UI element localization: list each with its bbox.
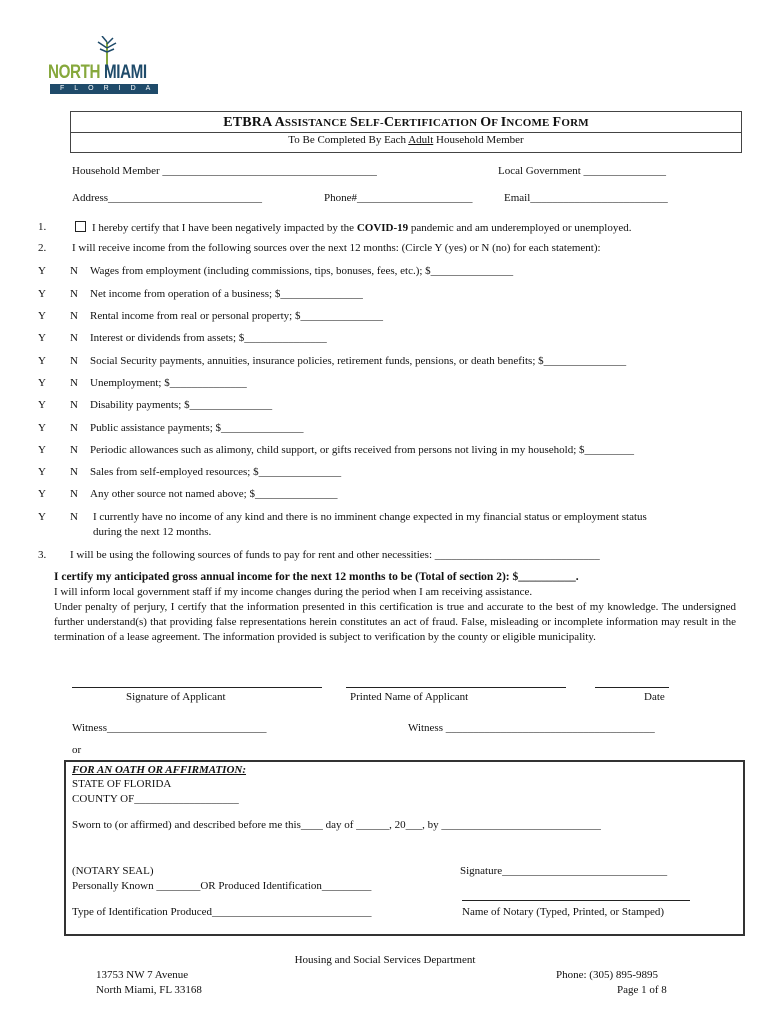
income-row-text[interactable]: Sales from self-employed resources; $_______________ (90, 466, 342, 478)
item-number-3: 3. (38, 549, 47, 561)
witness-1-field[interactable]: Witness_____________________________ (72, 722, 267, 734)
yes-option[interactable]: Y (38, 265, 46, 277)
covid-certify-checkbox[interactable] (75, 221, 86, 232)
sworn-statement-field[interactable]: Sworn to (or affirmed) and described before me this____ day of ______, 20___, by _____________________________ (72, 819, 601, 831)
printed-name-line[interactable] (346, 687, 566, 688)
date-line[interactable] (595, 687, 669, 688)
yes-option[interactable]: Y (38, 355, 46, 367)
id-type-field[interactable]: Type of Identification Produced_____________________________ (72, 906, 372, 918)
item-number-1: 1. (38, 221, 47, 233)
footer-phone: Phone: (305) 895-9895 (556, 969, 659, 981)
yes-option[interactable]: Y (38, 511, 46, 523)
rent-funds-item[interactable]: I will be using the following sources of funds to pay for rent and other necessities: ______________________________ (70, 549, 600, 561)
identification-field[interactable]: Personally Known ________OR Produced Identification_________ (72, 880, 372, 892)
yes-option[interactable]: Y (38, 377, 46, 389)
north-miami-logo (48, 36, 160, 96)
or-separator: or (72, 744, 82, 756)
notary-name-line[interactable] (462, 900, 690, 901)
email-field[interactable]: Email_________________________ (504, 192, 668, 204)
item-number-2: 2. (38, 242, 47, 254)
perjury-statement: Under penalty of perjury, I certify that the information presented in this certification is true and accurate to the best of my knowledge. The undersigned further understand(s) that providing false representations herein constitutes an act of fraud. False, misleading or incomplete information may result in the termination of a lease agreement. The information provided is subject to verification by the county or eligible municipality. (54, 601, 736, 643)
yes-option[interactable]: Y (38, 466, 46, 478)
yes-option[interactable]: Y (38, 399, 46, 411)
yes-option[interactable]: Y (38, 332, 46, 344)
income-row-text[interactable]: Social Security payments, annuities, insurance policies, retirement funds, pensions, or death benefits; $_______________ (90, 355, 627, 367)
income-row-text[interactable]: Periodic allowances such as alimony, child support, or gifts received from persons not living in my household; $_________ (90, 444, 635, 456)
notary-header: FOR AN OATH OR AFFIRMATION: (72, 764, 247, 776)
no-option[interactable]: N (70, 466, 78, 478)
no-option[interactable]: N (70, 444, 78, 456)
no-option[interactable]: N (70, 332, 78, 344)
yes-option[interactable]: Y (38, 288, 46, 300)
printed-name-label: Printed Name of Applicant (350, 691, 469, 703)
logo-word-florida: FLORIDA (50, 84, 158, 94)
notary-name-label: Name of Notary (Typed, Printed, or Stamped) (462, 906, 665, 918)
yes-option[interactable]: Y (38, 444, 46, 456)
notary-signature-field[interactable]: Signature______________________________ (460, 865, 668, 877)
yes-option[interactable]: Y (38, 310, 46, 322)
phone-field[interactable]: Phone#_____________________ (324, 192, 473, 204)
household-member-field[interactable]: Household Member _______________________________________ (72, 165, 377, 177)
address-field[interactable]: Address____________________________ (72, 192, 263, 204)
footer-street: 13753 NW 7 Avenue (96, 969, 189, 981)
applicant-signature-line[interactable] (72, 687, 322, 688)
no-option[interactable]: N (70, 288, 78, 300)
no-option[interactable]: N (70, 422, 78, 434)
witness-2-field[interactable]: Witness ______________________________________ (408, 722, 655, 734)
date-label: Date (644, 691, 665, 703)
no-option[interactable]: N (70, 355, 78, 367)
income-row-text[interactable]: Rental income from real or personal property; $_______________ (90, 310, 383, 322)
no-option[interactable]: N (70, 310, 78, 322)
notary-state: STATE OF FLORIDA (72, 778, 172, 790)
income-row-text[interactable]: Unemployment; $______________ (90, 377, 247, 389)
income-row-continuation[interactable]: during the next 12 months. (93, 526, 212, 538)
income-row-text[interactable]: Public assistance payments; $_______________ (90, 422, 304, 434)
no-option[interactable]: N (70, 399, 78, 411)
no-option[interactable]: N (70, 377, 78, 389)
no-option[interactable]: N (70, 511, 78, 523)
notary-seal-label: (NOTARY SEAL) (72, 865, 154, 877)
yes-option[interactable]: Y (38, 488, 46, 500)
no-option[interactable]: N (70, 265, 78, 277)
logo-word-miami: MIAMI (104, 62, 147, 83)
logo-word-north: NORTH (48, 62, 101, 83)
income-row-text[interactable]: Interest or dividends from assets; $_______________ (90, 332, 327, 344)
income-row-text[interactable]: I currently have no income of any kind and there is no imminent change expected in my financial status or employment status (93, 511, 647, 523)
notary-county-field[interactable]: COUNTY OF___________________ (72, 793, 239, 805)
income-row-text[interactable]: Net income from operation of a business; $_______________ (90, 288, 363, 300)
income-change-notice: I will inform local government staff if my income changes during the period when I am receiving assistance. (54, 586, 533, 598)
applicant-signature-label: Signature of Applicant (126, 691, 226, 703)
gross-income-certification[interactable]: I certify my anticipated gross annual income for the next 12 months to be (Total of section 2): $__________. (54, 571, 579, 583)
income-sources-intro: I will receive income from the following sources over the next 12 months: (Circle Y (yes) or N (no) for each statement): (72, 242, 601, 254)
footer-department: Housing and Social Services Department (294, 954, 476, 966)
income-row-text[interactable]: Wages from employment (including commissions, tips, bonuses, fees, etc.); $_______________ (90, 265, 514, 277)
form-title: ETBRA ASSISTANCE SELF-CERTIFICATION OF INCOME FORM (223, 115, 589, 130)
footer-city: North Miami, FL 33168 (96, 984, 202, 996)
footer-page-number: Page 1 of 8 (617, 984, 667, 996)
no-option[interactable]: N (70, 488, 78, 500)
income-row-text[interactable]: Any other source not named above; $_______________ (90, 488, 338, 500)
income-row-text[interactable]: Disability payments; $_______________ (90, 399, 273, 411)
notary-box (64, 760, 745, 936)
local-government-field[interactable]: Local Government _______________ (498, 165, 667, 177)
covid-certify-item: I hereby certify that I have been negatively impacted by the COVID-19 pandemic and am underemployed or unemployed. (75, 221, 631, 234)
yes-option[interactable]: Y (38, 422, 46, 434)
form-subtitle: To Be Completed By Each Adult Household Member (288, 134, 524, 146)
title-box (70, 111, 742, 153)
